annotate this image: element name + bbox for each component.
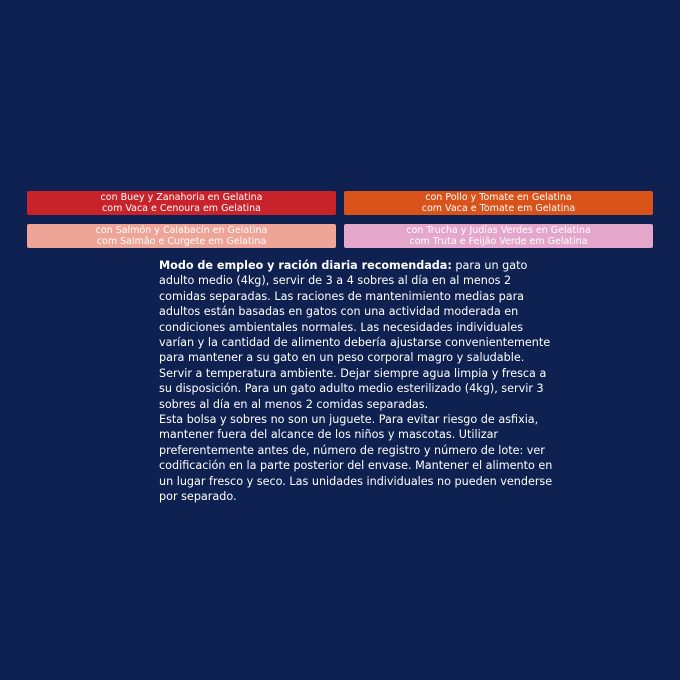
flavor-label-beef-carrot bbox=[27, 191, 336, 215]
flavor-label-spanish: con Buey y Zanahoria en Gelatina bbox=[100, 192, 263, 203]
flavor-label-spanish: con Salmón y Calabacín en Gelatina bbox=[95, 225, 268, 236]
flavor-label-spanish: con Trucha y Judías Verdes en Gelatina bbox=[406, 225, 591, 236]
flavor-label-portuguese: com Vaca e Cenoura em Gelatina bbox=[102, 203, 261, 214]
flavor-label-spanish: con Pollo y Tomate en Gelatina bbox=[425, 192, 572, 203]
instructions-feeding-text: para un gato adulto medio (4kg), servir de 3 a 4 sobres al día en al menos 2 comidas separadas. Las raciones de mantenimiento medias para adultos están basadas en gatos con una actividad moderada en condiciones ambientales normales. Las necesidades individuales varían y la cantidad de alimento debería ajustarse convenientemente para mantener a su gato en un peso corporal magro y saludable. Servir a temperatura ambiente. Dejar siempre agua limpia y fresca a su disposición. Para un gato adulto medio esterilizado (4kg), servir 3 sobres al día en al menos 2 comidas separadas. bbox=[159, 259, 551, 411]
flavor-label-chicken-tomato bbox=[344, 191, 653, 215]
flavor-label-portuguese: com Vaca e Tomate em Gelatina bbox=[421, 203, 576, 214]
flavor-label-portuguese: com Salmão e Curgete em Gelatina bbox=[96, 236, 267, 247]
instructions-paragraph-safety: Esta bolsa y sobres no son un juguete. Para evitar riesgo de asfixia, mantener fuera del alcance de los niños y mascotas. Utilizar preferentemente antes de, número de registro y número de lote: ver codificación en la parte posterior del envase. Mantener el alimento en un lugar fresco y seco. Las unidades individuales no pueden venderse por separado. bbox=[159, 413, 553, 504]
flavor-label-salmon-courgette bbox=[27, 224, 336, 248]
instructions-heading: Modo de empleo y ración diaria recomendada: bbox=[159, 259, 452, 272]
flavor-label-trout-green-beans bbox=[344, 224, 653, 248]
instructions-paragraph-feeding bbox=[159, 258, 559, 412]
feeding-instructions bbox=[159, 258, 559, 505]
flavor-label-portuguese: com Truta e Feijão Verde em Gelatina bbox=[409, 236, 588, 247]
